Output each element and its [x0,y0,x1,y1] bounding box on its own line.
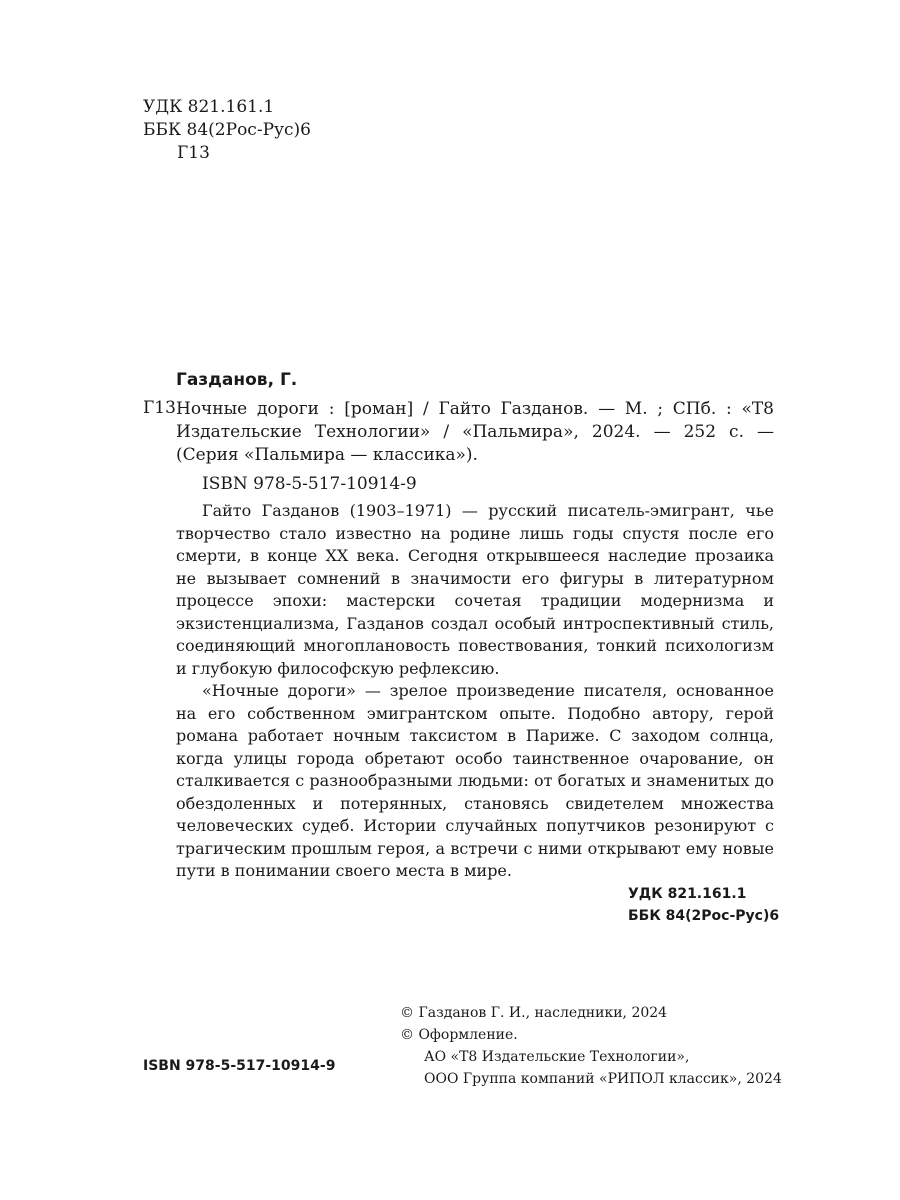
author-mark: Г13 [177,143,210,163]
classification-codes-bottom [628,883,779,927]
classification-codes-top [143,96,311,165]
copyright-line-2: © Оформление. [400,1027,518,1043]
annotation-paragraph-2: «Ночные дороги» — зрелое произведение писателя, основанное на его собственном эмигрантском опыте. Подобно автору, герой романа работает ночным таксистом в Париже. С заходом солнца, когда улицы города обретают особо таинственное очарование, он сталкивается с разнообразными людьми: от богатых и знаменитых до обездоленных и потерянных, становясь свидетелем множества человеческих судеб. Истории случайных попутчиков резонируют с трагическим прошлым героя, а встречи с ними открывают ему новые пути в понимании своего места в мире. [176,681,774,880]
udk-code-bottom: УДК 821.161.1 [628,886,747,902]
author-heading: Газданов, Г. [176,370,298,390]
bbk-code: ББК 84(2Рос-Рус)6 [143,120,311,140]
annotation-paragraph-1: Гайто Газданов (1903–1971) — русский писатель-эмигрант, чье творчество стало известно на родине лишь годы спустя после его смерти, в конце XX века. Сегодня открывшееся наследие прозаика не вызывает сомнений в значимости его фигуры в литературном процессе эпохи: мастерски сочетая традиции модернизма и экзистенциализма, Газданов создал особый интроспективный стиль, соединяющий многоплановость повествования, тонкий психологизм и глубокую философскую рефлексию. [176,501,774,678]
copyright-line-1: © Газданов Г. И., наследники, 2024 [400,1005,668,1021]
annotation [176,500,774,883]
copyright-line-3: АО «Т8 Издательские Технологии», [424,1049,690,1065]
isbn-bottom: ISBN 978-5-517-10914-9 [143,1058,336,1074]
copyright-block [400,1002,782,1090]
bibliographic-citation: Ночные дороги : [роман] / Гайто Газданов. — М. ; СПб. : «Т8 Издательские Технологии» / «Пальмира», 2024. — 252 с. — (Серия «Пальмира — классика»). [176,399,774,465]
copyright-line-4: ООО Группа компаний «РИПОЛ классик», 2024 [424,1071,782,1087]
isbn-entry: ISBN 978-5-517-10914-9 [202,474,417,494]
udk-code: УДК 821.161.1 [143,97,275,117]
bbk-code-bottom: ББК 84(2Рос-Рус)6 [628,908,780,924]
author-mark-entry: Г13 [143,398,176,418]
